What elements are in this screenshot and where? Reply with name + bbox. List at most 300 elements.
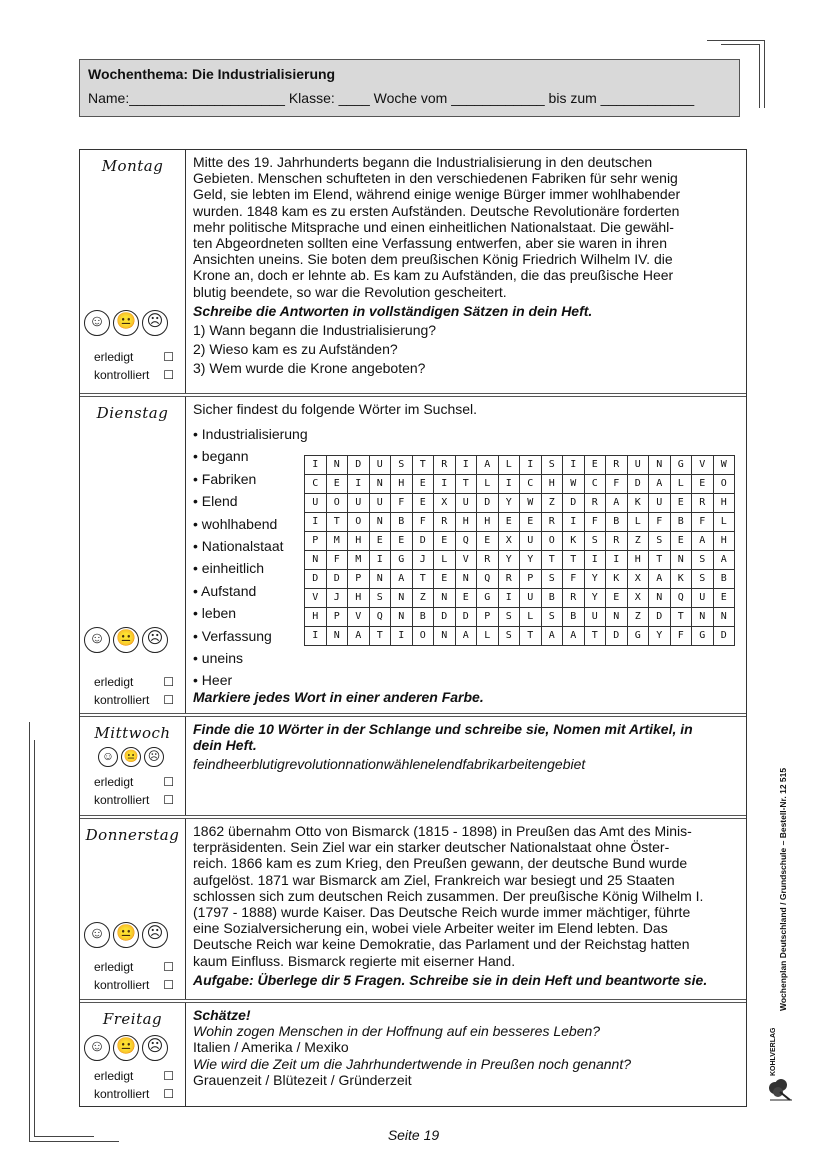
neutral-face-icon[interactable]: 😐 [113,627,139,653]
grid-cell[interactable]: I [305,456,327,475]
question: Wie wird die Zeit um die Jahrhundertwende in Preußen noch genannt? [193,1055,632,1072]
grid-cell[interactable]: S [692,570,714,589]
grid-cell[interactable]: N [369,570,391,589]
grid-cell[interactable]: O [541,532,563,551]
grid-cell[interactable]: P [348,570,370,589]
grid-cell[interactable]: E [412,475,434,494]
row-tuesday [80,397,746,717]
grid-cell[interactable]: D [455,608,477,627]
grid-cell[interactable]: F [584,513,606,532]
content-tuesday [186,397,746,713]
grid-cell[interactable]: B [606,513,628,532]
list-item: • Verfassung [193,627,272,644]
text-line: eine Sozialversicherung ein, wobei viele Arbeiter weiter im Elend lebten. Das [193,920,668,937]
grid-cell[interactable]: N [670,551,692,570]
text-line: Krone an, doch er lehnte ab. Es kam zu Aufständen, die das preußische Heer [193,267,674,284]
grid-cell[interactable]: E [455,589,477,608]
grid-cell[interactable]: P [326,608,348,627]
grid-cell[interactable]: E [713,589,735,608]
happy-face-icon[interactable]: ☺ [84,1035,110,1061]
header-box [79,59,740,117]
row-wednesday [80,717,746,819]
grid-cell[interactable]: H [348,589,370,608]
grid-cell[interactable]: S [649,532,671,551]
grid-cell[interactable]: N [369,513,391,532]
grid-cell[interactable]: K [670,570,692,589]
text-line: aufgelöst. 1871 war Bismarck am Ziel, Frankreich war besiegt und 25 Staaten [193,871,675,888]
grid-cell[interactable]: L [477,627,499,646]
grid-cell[interactable]: H [713,532,735,551]
grid-cell[interactable]: E [670,494,692,513]
done-checkbox[interactable]: ☐ [163,675,174,689]
text-line: (1797 - 1888) wurde Kaiser. Das Deutsche Reich wurde immer mächtiger, führte [193,904,691,921]
grid-row [305,570,735,589]
grid-cell[interactable]: Q [670,589,692,608]
corner-line [764,40,765,108]
section-title: Schätze! [193,1007,251,1023]
rating-smileys [84,310,168,336]
done-checkbox[interactable]: ☐ [163,775,174,789]
grid-cell[interactable]: R [434,456,456,475]
grid-cell[interactable]: S [692,551,714,570]
grid-cell[interactable]: B [391,513,413,532]
grid-cell[interactable]: C [520,475,542,494]
checked-checkbox[interactable]: ☐ [163,793,174,807]
grid-row [305,608,735,627]
text-line: kaum Einfluss. Bismarck regierte mit eiserner Hand. [193,952,516,969]
rating-smileys [84,627,168,653]
grid-cell[interactable]: O [348,513,370,532]
grid-cell[interactable]: H [477,513,499,532]
corner-line [34,740,35,1136]
grid-cell[interactable]: S [498,627,520,646]
grid-cell[interactable]: O [412,627,434,646]
grid-cell[interactable]: A [563,627,585,646]
grid-cell[interactable]: W [520,494,542,513]
row-friday [80,1003,746,1106]
done-checkbox[interactable]: ☐ [163,350,174,364]
grid-cell[interactable]: O [713,475,735,494]
grid-cell[interactable]: E [498,513,520,532]
grid-cell[interactable]: U [627,456,649,475]
grid-cell[interactable]: F [692,513,714,532]
grid-cell[interactable]: F [412,513,434,532]
grid-cell[interactable]: E [434,570,456,589]
grid-cell[interactable]: I [455,456,477,475]
grid-row [305,456,735,475]
grid-cell[interactable]: Z [627,532,649,551]
grid-cell[interactable]: E [606,589,628,608]
grid-cell[interactable]: N [369,475,391,494]
grid-cell[interactable]: V [455,551,477,570]
publisher-logo-text: KOHLVERLAG [770,1027,777,1076]
grid-cell[interactable]: P [305,532,327,551]
grid-cell[interactable]: P [520,570,542,589]
grid-cell[interactable]: C [305,475,327,494]
grid-cell[interactable]: R [498,570,520,589]
grid-cell[interactable]: U [692,589,714,608]
grid-cell[interactable]: A [455,627,477,646]
grid-cell[interactable]: E [391,532,413,551]
grid-cell[interactable]: X [627,570,649,589]
grid-cell[interactable]: S [541,608,563,627]
checked-label: kontrolliert [94,368,150,382]
grid-cell[interactable]: W [713,456,735,475]
status-checks [94,773,174,809]
grid-cell[interactable]: T [649,551,671,570]
text-line: wurden. 1848 kam es zu ersten Aufständen. Deutsche Revolutionäre forderten [193,202,680,219]
grid-cell[interactable]: R [434,513,456,532]
grid-cell[interactable]: N [713,608,735,627]
grid-cell[interactable]: L [434,551,456,570]
grid-cell[interactable]: T [412,570,434,589]
status-checks [94,673,174,709]
grid-cell[interactable]: N [305,551,327,570]
grid-cell[interactable]: U [455,494,477,513]
day-name: Montag [101,157,164,175]
text-line: Mitte des 19. Jahrhunderts begann die Industrialisierung in den deutschen [193,154,653,170]
grid-cell[interactable]: E [520,513,542,532]
question: 1) Wann begann die Industrialisierung? [193,322,437,339]
grid-cell[interactable]: U [348,494,370,513]
grid-cell[interactable]: V [692,456,714,475]
happy-face-icon[interactable]: ☺ [84,627,110,653]
grid-cell[interactable]: G [692,627,714,646]
task-instruction: Markiere jedes Wort in einer anderen Farbe. [193,689,484,705]
neutral-face-icon[interactable]: 😐 [113,310,139,336]
grid-cell[interactable]: N [649,456,671,475]
grid-cell[interactable]: I [369,551,391,570]
grid-cell[interactable]: D [348,456,370,475]
grid-cell[interactable]: J [412,551,434,570]
grid-cell[interactable]: V [305,589,327,608]
grid-cell[interactable]: A [649,570,671,589]
grid-cell[interactable]: B [412,608,434,627]
grid-cell[interactable]: E [477,532,499,551]
grid-cell[interactable]: Q [477,570,499,589]
grid-cell[interactable]: U [369,456,391,475]
grid-row [305,589,735,608]
status-checks [94,1067,174,1103]
grid-cell[interactable]: N [649,589,671,608]
grid-cell[interactable]: L [670,475,692,494]
grid-cell[interactable]: L [477,475,499,494]
grid-cell[interactable]: G [670,456,692,475]
grid-cell[interactable]: U [520,589,542,608]
grid-cell[interactable]: P [477,608,499,627]
grid-cell[interactable]: L [713,513,735,532]
happy-face-icon[interactable]: ☺ [98,747,118,767]
grid-cell[interactable]: I [563,456,585,475]
day-cell-tuesday [80,397,186,713]
checked-checkbox[interactable]: ☐ [163,978,174,992]
grid-cell[interactable]: H [305,608,327,627]
content-friday [186,1003,746,1106]
grid-cell[interactable]: S [391,456,413,475]
grid-cell[interactable]: F [670,627,692,646]
content-wednesday [186,717,746,815]
task-instruction: Schreibe die Antworten in vollständigen Sätzen in dein Heft. [193,302,593,319]
grid-cell[interactable]: T [326,513,348,532]
done-label: erledigt [94,960,134,974]
text-line: Deutsche Reich war keine Demokratie, das Parlament und der Reichstag hatten [193,936,690,953]
grid-cell[interactable]: E [584,456,606,475]
grid-cell[interactable]: Y [649,627,671,646]
grid-cell[interactable]: E [670,532,692,551]
tree-logo-icon [766,1078,794,1102]
grid-cell[interactable]: A [692,532,714,551]
grid-cell[interactable]: H [541,475,563,494]
grid-cell[interactable]: Y [584,589,606,608]
text-line: blutig beendete, so war die Revolution gescheitert. [193,283,507,300]
grid-cell[interactable]: H [627,551,649,570]
text-line: reich. 1866 kam es zum Krieg, den Preußen gewann, der deutsche Bund wurde [193,855,688,872]
status-checks [94,958,174,994]
grid-cell[interactable]: C [584,475,606,494]
text-line: mehr politische Mitsprache und einen einheitlichen Nationalstaat. Die gewähl- [193,218,674,235]
grid-cell[interactable]: W [563,475,585,494]
corner-line [759,44,760,108]
sad-face-icon[interactable]: ☹ [142,310,168,336]
grid-cell[interactable]: S [541,570,563,589]
grid-cell[interactable]: N [391,589,413,608]
day-cell-monday [80,150,186,393]
checked-label: kontrolliert [94,793,150,807]
happy-face-icon[interactable]: ☺ [84,310,110,336]
weekly-plan-table [79,149,747,1107]
grid-cell[interactable]: U [369,494,391,513]
list-item: • Fabriken [193,470,257,487]
grid-cell[interactable]: T [541,551,563,570]
grid-cell[interactable]: Y [584,570,606,589]
day-cell-friday [80,1003,186,1106]
grid-cell[interactable]: T [670,608,692,627]
grid-cell[interactable]: I [520,456,542,475]
grid-cell[interactable]: Q [369,608,391,627]
grid-cell[interactable]: S [541,456,563,475]
question: Wohin zogen Menschen in der Hoffnung auf ein besseres Leben? [193,1023,601,1040]
list-item: • Industrialisierung [193,426,308,442]
grid-cell[interactable]: L [498,456,520,475]
grid-cell[interactable]: N [434,589,456,608]
grid-cell[interactable]: D [412,532,434,551]
grid-cell[interactable]: U [520,532,542,551]
grid-cell[interactable]: H [348,532,370,551]
grid-cell[interactable]: A [348,627,370,646]
grid-cell[interactable]: H [713,494,735,513]
grid-cell[interactable]: N [391,608,413,627]
sad-face-icon[interactable]: ☹ [142,1035,168,1061]
grid-cell[interactable]: E [412,494,434,513]
grid-cell[interactable]: N [326,627,348,646]
grid-cell[interactable]: T [520,627,542,646]
grid-cell[interactable]: D [434,608,456,627]
text-line: terpräsidenten. Sein Ziel war ein starker deutscher Nationalstaat ohne Öster- [193,839,670,856]
grid-cell[interactable]: I [584,551,606,570]
answer-options: Italien / Amerika / Mexiko [193,1039,349,1056]
grid-cell[interactable]: I [563,513,585,532]
grid-cell[interactable]: N [455,570,477,589]
grid-cell[interactable]: U [649,494,671,513]
grid-cell[interactable]: Y [520,551,542,570]
grid-cell[interactable]: E [369,532,391,551]
text-line: Gebieten. Menschen schufteten in den verschiedenen Fabriken für sehr wenig [193,170,678,187]
grid-cell[interactable]: E [326,475,348,494]
grid-cell[interactable]: Z [627,608,649,627]
grid-cell[interactable]: A [391,570,413,589]
corner-line [707,40,765,41]
grid-cell[interactable]: N [434,627,456,646]
grid-cell[interactable]: D [563,494,585,513]
done-checkbox[interactable]: ☐ [163,1069,174,1083]
done-label: erledigt [94,775,134,789]
grid-cell[interactable]: G [627,627,649,646]
grid-cell[interactable]: S [584,532,606,551]
grid-cell[interactable]: T [563,551,585,570]
grid-cell[interactable]: E [434,532,456,551]
neutral-face-icon[interactable]: 😐 [113,1035,139,1061]
grid-cell[interactable]: A [649,475,671,494]
day-name: Mittwoch [94,724,171,742]
grid-cell[interactable]: V [348,608,370,627]
grid-cell[interactable]: R [541,513,563,532]
text-line: ten Abgeordneten sollten eine Verfassung entwerfen, aber sie waren in ihren [193,235,667,252]
grid-cell[interactable]: U [584,608,606,627]
grid-cell[interactable]: R [606,456,628,475]
grid-cell[interactable]: Q [455,532,477,551]
grid-cell[interactable]: I [305,513,327,532]
grid-cell[interactable]: K [563,532,585,551]
grid-cell[interactable]: D [606,627,628,646]
grid-cell[interactable]: T [369,627,391,646]
grid-cell[interactable]: R [606,532,628,551]
grid-cell[interactable]: X [627,589,649,608]
grid-cell[interactable]: T [412,456,434,475]
grid-cell[interactable]: D [649,608,671,627]
grid-cell[interactable]: O [326,494,348,513]
grid-cell[interactable]: S [498,608,520,627]
grid-cell[interactable]: D [305,570,327,589]
status-checks [94,348,174,384]
grid-cell[interactable]: K [606,570,628,589]
list-item: • Aufstand [193,582,257,599]
grid-cell[interactable]: Y [498,551,520,570]
sad-face-icon[interactable]: ☹ [142,922,168,948]
row-monday [80,150,746,397]
checked-checkbox[interactable]: ☐ [163,368,174,382]
grid-cell[interactable]: Z [412,589,434,608]
sad-face-icon[interactable]: ☹ [144,747,164,767]
intro-text: Sicher findest du folgende Wörter im Suchsel. [193,401,478,417]
grid-cell[interactable]: I [434,475,456,494]
grid-cell[interactable]: Z [541,494,563,513]
grid-row [305,551,735,570]
day-cell-thursday [80,819,186,999]
grid-cell[interactable]: A [606,494,628,513]
grid-cell[interactable]: I [348,475,370,494]
done-label: erledigt [94,1069,134,1083]
grid-cell[interactable]: I [391,627,413,646]
grid-cell[interactable]: K [627,494,649,513]
checked-label: kontrolliert [94,693,150,707]
grid-cell[interactable]: I [606,551,628,570]
worksheet-title: Wochenthema: Die Industrialisierung [88,66,336,82]
grid-cell[interactable]: L [627,513,649,532]
side-order-text: Wochenplan Deutschland / Grundschule – Bestell-Nr. 12 515 [778,767,788,1011]
grid-cell[interactable]: R [563,589,585,608]
grid-cell[interactable]: G [477,589,499,608]
grid-cell[interactable]: B [563,608,585,627]
grid-cell[interactable]: U [305,494,327,513]
grid-cell[interactable]: X [434,494,456,513]
grid-row [305,627,735,646]
grid-cell[interactable]: J [326,589,348,608]
word-list [193,423,308,692]
grid-cell[interactable]: H [391,475,413,494]
grid-cell[interactable]: N [606,608,628,627]
happy-face-icon[interactable]: ☺ [84,922,110,948]
grid-cell[interactable]: F [606,475,628,494]
grid-cell[interactable]: M [326,532,348,551]
name-class-week-line: Name:____________________ Klasse: ____ Woche vom ____________ bis zum ____________ [88,90,695,106]
grid-cell[interactable]: N [692,608,714,627]
grid-cell[interactable]: D [477,494,499,513]
grid-cell[interactable]: E [692,475,714,494]
grid-cell[interactable]: F [326,551,348,570]
grid-cell[interactable]: F [391,494,413,513]
day-name: Donnerstag [85,826,180,844]
grid-cell[interactable]: B [670,513,692,532]
checked-checkbox[interactable]: ☐ [163,693,174,707]
grid-cell[interactable]: M [348,551,370,570]
grid-cell[interactable]: I [305,627,327,646]
grid-cell[interactable]: R [477,551,499,570]
sad-face-icon[interactable]: ☹ [142,627,168,653]
neutral-face-icon[interactable]: 😐 [121,747,141,767]
done-checkbox[interactable]: ☐ [163,960,174,974]
grid-cell[interactable]: L [520,608,542,627]
grid-cell[interactable]: Y [498,494,520,513]
grid-cell[interactable]: D [713,627,735,646]
page-number: Seite 19 [387,1127,440,1143]
neutral-face-icon[interactable]: 😐 [113,922,139,948]
grid-cell[interactable]: R [584,494,606,513]
grid-cell[interactable]: A [477,456,499,475]
grid-cell[interactable]: G [391,551,413,570]
grid-cell[interactable]: A [541,627,563,646]
grid-cell[interactable]: T [455,475,477,494]
grid-cell[interactable]: R [692,494,714,513]
grid-cell[interactable]: F [649,513,671,532]
grid-cell[interactable]: I [498,589,520,608]
grid-cell[interactable]: T [584,627,606,646]
text-line: Ansichten uneins. Sie boten dem preußischen König Friedrich Wilhelm IV. die [193,251,673,268]
checked-checkbox[interactable]: ☐ [163,1087,174,1101]
grid-cell[interactable]: D [326,570,348,589]
question: 3) Wem wurde die Krone angeboten? [193,360,426,377]
done-label: erledigt [94,675,134,689]
grid-cell[interactable]: I [498,475,520,494]
grid-cell[interactable]: D [627,475,649,494]
grid-cell[interactable]: F [563,570,585,589]
grid-cell[interactable]: B [541,589,563,608]
grid-cell[interactable]: A [713,551,735,570]
grid-cell[interactable]: N [326,456,348,475]
grid-cell[interactable]: H [455,513,477,532]
grid-cell[interactable]: X [498,532,520,551]
grid-cell[interactable]: S [369,589,391,608]
grid-cell[interactable]: B [713,570,735,589]
